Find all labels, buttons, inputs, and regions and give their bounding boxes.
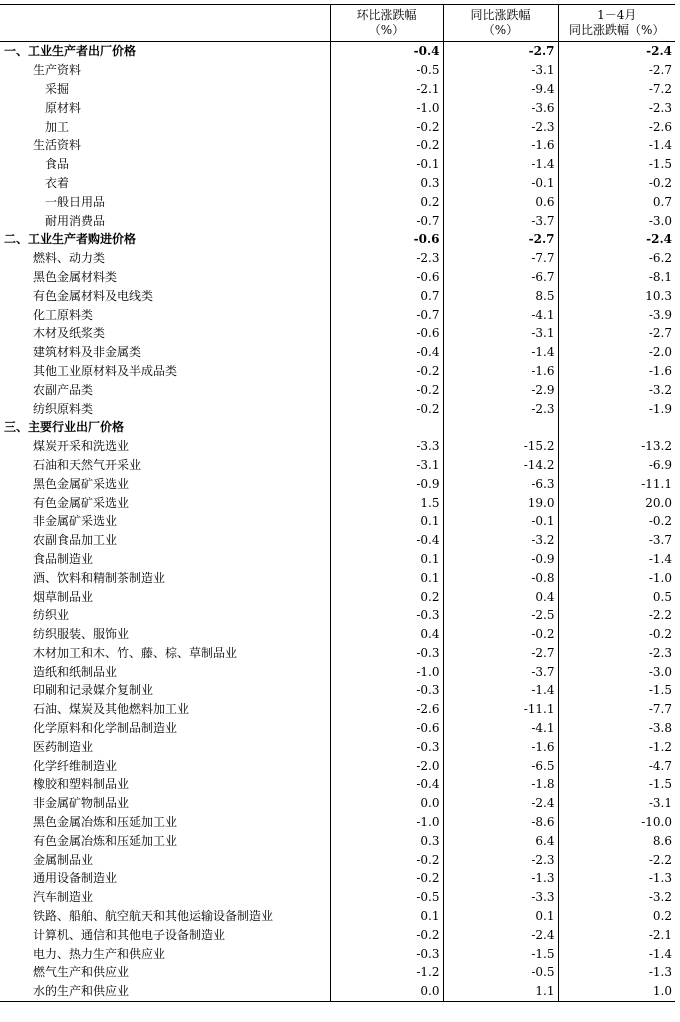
table-row: [0, 155, 675, 174]
row-ytd-value: -3.7: [558, 531, 675, 550]
row-label: 非金属矿物制品业: [33, 796, 130, 811]
row-mom-value: 0.0: [330, 982, 443, 1001]
row-label: 木材及纸浆类: [33, 326, 106, 341]
table-row: [0, 249, 675, 268]
row-ytd-value: -1.6: [558, 362, 675, 381]
row-yoy-value: -2.4: [443, 794, 558, 813]
row-yoy-value: -3.6: [443, 98, 558, 117]
row-ytd-value: 20.0: [558, 493, 675, 512]
row-label: 有色金属冶炼和压延加工业: [33, 833, 178, 848]
row-label: 二、工业生产者购进价格: [4, 232, 137, 247]
row-mom-value: -0.3: [330, 737, 443, 756]
table-row: [0, 794, 675, 813]
row-label: 造纸和纸制品业: [33, 664, 118, 679]
table-body: [0, 42, 675, 1002]
row-yoy-value: -2.3: [443, 850, 558, 869]
row-label: 燃气生产和供应业: [33, 965, 130, 980]
row-mom-value: -0.7: [330, 211, 443, 230]
row-label: 纺织业: [33, 608, 70, 623]
row-label: 食品: [45, 157, 70, 172]
row-ytd-value: 10.3: [558, 286, 675, 305]
row-yoy-value: -6.5: [443, 756, 558, 775]
table-row: [0, 775, 675, 794]
row-mom-value: -0.3: [330, 681, 443, 700]
table-row: [0, 888, 675, 907]
table-row: [0, 606, 675, 625]
table-row: [0, 550, 675, 569]
row-yoy-value: 6.4: [443, 831, 558, 850]
table-row: [0, 268, 675, 287]
row-yoy-value: -1.6: [443, 737, 558, 756]
row-yoy-value: -0.2: [443, 625, 558, 644]
row-mom-value: 0.1: [330, 550, 443, 569]
row-yoy-value: -3.1: [443, 324, 558, 343]
table-row: [0, 737, 675, 756]
row-ytd-value: -4.7: [558, 756, 675, 775]
row-label: 燃料、动力类: [33, 251, 106, 266]
row-mom-value: -0.2: [330, 925, 443, 944]
row-ytd-value: -2.4: [558, 230, 675, 249]
row-label: 非金属矿采选业: [33, 514, 118, 529]
row-ytd-value: 8.6: [558, 831, 675, 850]
row-label: 建筑材料及非金属类: [33, 345, 142, 360]
header-item: [0, 5, 330, 42]
row-ytd-value: -2.3: [558, 98, 675, 117]
row-yoy-value: -1.3: [443, 869, 558, 888]
row-label: 酒、饮料和精制茶制造业: [33, 570, 166, 585]
row-mom-value: -0.4: [330, 42, 443, 61]
row-ytd-value: -2.6: [558, 117, 675, 136]
row-yoy-value: 8.5: [443, 286, 558, 305]
table-row: [0, 944, 675, 963]
row-ytd-value: -3.0: [558, 662, 675, 681]
header-ytd: [558, 5, 675, 42]
row-mom-value: -0.6: [330, 324, 443, 343]
table-row: [0, 625, 675, 644]
row-mom-value: -0.6: [330, 230, 443, 249]
table-row: [0, 456, 675, 475]
row-label: 电力、热力生产和供应业: [33, 946, 166, 961]
table-row: [0, 963, 675, 982]
row-ytd-value: -1.2: [558, 737, 675, 756]
row-ytd-value: -11.1: [558, 474, 675, 493]
row-ytd-value: -3.0: [558, 211, 675, 230]
row-ytd-value: -1.4: [558, 944, 675, 963]
table-row: [0, 117, 675, 136]
row-label: 原材料: [45, 100, 82, 115]
row-yoy-value: -1.5: [443, 944, 558, 963]
row-label: 有色金属矿采选业: [33, 495, 130, 510]
row-ytd-value: -7.7: [558, 700, 675, 719]
row-yoy-value: -7.7: [443, 249, 558, 268]
row-label: 生活资料: [33, 138, 82, 153]
header-yoy-title: 同比涨跌幅: [470, 8, 531, 22]
row-ytd-value: -1.3: [558, 963, 675, 982]
row-yoy-value: 0.4: [443, 587, 558, 606]
row-ytd-value: -2.7: [558, 61, 675, 80]
row-label: 黑色金属矿采选业: [33, 476, 130, 491]
section-row: [0, 418, 675, 437]
row-ytd-value: -6.9: [558, 456, 675, 475]
row-ytd-value: -1.0: [558, 568, 675, 587]
row-ytd-value: -1.4: [558, 550, 675, 569]
row-mom-value: -0.9: [330, 474, 443, 493]
row-ytd-value: -0.2: [558, 174, 675, 193]
row-label: 采掘: [45, 81, 70, 96]
row-mom-value: -0.2: [330, 117, 443, 136]
table-row: [0, 982, 675, 1001]
row-mom-value: -1.0: [330, 98, 443, 117]
row-mom-value: -0.5: [330, 888, 443, 907]
table-row: [0, 512, 675, 531]
row-ytd-value: -1.4: [558, 136, 675, 155]
row-label: 通用设备制造业: [33, 871, 118, 886]
row-mom-value: -3.3: [330, 437, 443, 456]
table-row: [0, 662, 675, 681]
table-row: [0, 850, 675, 869]
row-mom-value: -1.2: [330, 963, 443, 982]
row-mom-value: -2.0: [330, 756, 443, 775]
table-row: [0, 568, 675, 587]
row-yoy-value: -11.1: [443, 700, 558, 719]
row-mom-value: -0.2: [330, 380, 443, 399]
row-mom-value: -0.6: [330, 719, 443, 738]
row-yoy-value: -2.7: [443, 644, 558, 663]
row-mom-value: -1.0: [330, 813, 443, 832]
row-yoy-value: -0.5: [443, 963, 558, 982]
row-yoy-value: 19.0: [443, 493, 558, 512]
row-mom-value: -2.1: [330, 80, 443, 99]
table-row: [0, 61, 675, 80]
row-yoy-value: -6.3: [443, 474, 558, 493]
header-ytd-title: 1－4月: [597, 8, 637, 22]
row-label: 一般日用品: [45, 194, 106, 209]
table-row: [0, 136, 675, 155]
row-ytd-value: -3.1: [558, 794, 675, 813]
row-mom-value: -0.2: [330, 850, 443, 869]
row-ytd-value: -2.7: [558, 324, 675, 343]
row-mom-value: -3.1: [330, 456, 443, 475]
row-yoy-value: -4.1: [443, 305, 558, 324]
row-yoy-value: -1.4: [443, 343, 558, 362]
row-ytd-value: -1.5: [558, 775, 675, 794]
row-yoy-value: -2.7: [443, 230, 558, 249]
row-label: 黑色金属材料类: [33, 269, 118, 284]
row-label: 铁路、船舶、航空航天和其他运输设备制造业: [33, 909, 274, 924]
table-row: [0, 869, 675, 888]
row-yoy-value: -0.8: [443, 568, 558, 587]
table-row: [0, 343, 675, 362]
table-row: [0, 211, 675, 230]
table-row: [0, 493, 675, 512]
row-mom-value: -0.7: [330, 305, 443, 324]
table-row: [0, 681, 675, 700]
row-yoy-value: -14.2: [443, 456, 558, 475]
row-label: 石油和天然气开采业: [33, 457, 142, 472]
section-row: [0, 42, 675, 61]
row-ytd-value: -6.2: [558, 249, 675, 268]
table-row: [0, 305, 675, 324]
row-mom-value: -0.4: [330, 531, 443, 550]
row-ytd-value: -0.2: [558, 625, 675, 644]
row-ytd-value: 0.5: [558, 587, 675, 606]
row-ytd-value: -1.5: [558, 155, 675, 174]
price-index-table: [0, 4, 675, 1002]
row-ytd-value: -0.2: [558, 512, 675, 531]
header-mom-title: 环比涨跌幅: [356, 8, 417, 22]
row-mom-value: 0.7: [330, 286, 443, 305]
header-ytd-unit: 同比涨跌幅（%）: [569, 23, 665, 37]
row-yoy-value: 0.6: [443, 192, 558, 211]
table-row: [0, 831, 675, 850]
row-ytd-value: -7.2: [558, 80, 675, 99]
row-ytd-value: -3.2: [558, 888, 675, 907]
row-mom-value: -0.4: [330, 775, 443, 794]
header-yoy-unit: （%）: [482, 23, 519, 37]
row-mom-value: -0.2: [330, 136, 443, 155]
row-label: 化学原料和化学制品制造业: [33, 721, 178, 736]
row-yoy-value: -1.6: [443, 362, 558, 381]
row-ytd-value: -10.0: [558, 813, 675, 832]
table-row: [0, 719, 675, 738]
row-mom-value: -0.2: [330, 399, 443, 418]
row-yoy-value: -1.4: [443, 681, 558, 700]
table-row: [0, 80, 675, 99]
row-ytd-value: -8.1: [558, 268, 675, 287]
row-mom-value: -0.6: [330, 268, 443, 287]
row-yoy-value: -2.3: [443, 117, 558, 136]
row-ytd-value: -1.9: [558, 399, 675, 418]
row-label: 煤炭开采和洗选业: [33, 439, 130, 454]
row-mom-value: -0.3: [330, 644, 443, 663]
row-label: 水的生产和供应业: [33, 984, 130, 999]
row-mom-value: -1.0: [330, 662, 443, 681]
row-ytd-value: -1.5: [558, 681, 675, 700]
table-row: [0, 587, 675, 606]
row-mom-value: -0.2: [330, 869, 443, 888]
table-row: [0, 174, 675, 193]
row-label: 计算机、通信和其他电子设备制造业: [33, 927, 226, 942]
table-row: [0, 192, 675, 211]
row-label: 化学纤维制造业: [33, 758, 118, 773]
row-label: 农副食品加工业: [33, 533, 118, 548]
row-label: 橡胶和塑料制品业: [33, 777, 130, 792]
row-yoy-value: -2.4: [443, 925, 558, 944]
table-header-row: [0, 5, 675, 42]
row-yoy-value: 0.1: [443, 907, 558, 926]
row-mom-value: -0.1: [330, 155, 443, 174]
row-ytd-value: -2.4: [558, 42, 675, 61]
row-mom-value: -0.5: [330, 61, 443, 80]
row-label: 三、主要行业出厂价格: [4, 420, 125, 435]
row-yoy-value: -0.1: [443, 174, 558, 193]
row-yoy-value: -1.6: [443, 136, 558, 155]
row-mom-value: 0.1: [330, 512, 443, 531]
header-yoy: [443, 5, 558, 42]
table-row: [0, 437, 675, 456]
row-ytd-value: -13.2: [558, 437, 675, 456]
row-mom-value: -2.6: [330, 700, 443, 719]
table-row: [0, 925, 675, 944]
row-ytd-value: -2.1: [558, 925, 675, 944]
row-label: 农副产品类: [33, 382, 94, 397]
row-label: 其他工业原材料及半成品类: [33, 363, 178, 378]
row-label: 有色金属材料及电线类: [33, 288, 154, 303]
row-label: 生产资料: [33, 63, 82, 78]
row-yoy-value: -3.1: [443, 61, 558, 80]
row-yoy-value: -15.2: [443, 437, 558, 456]
row-mom-value: 0.4: [330, 625, 443, 644]
table-row: [0, 756, 675, 775]
row-yoy-value: -4.1: [443, 719, 558, 738]
row-label: 医药制造业: [33, 739, 94, 754]
row-yoy-value: -9.4: [443, 80, 558, 99]
row-label: 化工原料类: [33, 307, 94, 322]
row-yoy-value: -1.8: [443, 775, 558, 794]
row-ytd-value: 1.0: [558, 982, 675, 1001]
row-mom-value: 0.2: [330, 587, 443, 606]
row-ytd-value: -3.2: [558, 380, 675, 399]
row-label: 木材加工和木、竹、藤、棕、草制品业: [33, 645, 238, 660]
row-mom-value: 0.1: [330, 907, 443, 926]
row-mom-value: 1.5: [330, 493, 443, 512]
row-mom-value: [330, 418, 443, 437]
row-yoy-value: 1.1: [443, 982, 558, 1001]
row-mom-value: -0.4: [330, 343, 443, 362]
row-mom-value: 0.3: [330, 831, 443, 850]
table-row: [0, 813, 675, 832]
row-yoy-value: -3.7: [443, 662, 558, 681]
row-label: 黑色金属冶炼和压延加工业: [33, 815, 178, 830]
row-ytd-value: [558, 418, 675, 437]
row-ytd-value: -3.9: [558, 305, 675, 324]
row-ytd-value: -2.2: [558, 850, 675, 869]
row-yoy-value: -0.1: [443, 512, 558, 531]
table-row: [0, 380, 675, 399]
row-label: 金属制品业: [33, 852, 94, 867]
row-label: 耐用消费品: [45, 213, 106, 228]
table-row: [0, 531, 675, 550]
row-ytd-value: -3.8: [558, 719, 675, 738]
row-yoy-value: [443, 418, 558, 437]
row-yoy-value: -6.7: [443, 268, 558, 287]
row-ytd-value: -2.0: [558, 343, 675, 362]
row-yoy-value: -1.4: [443, 155, 558, 174]
row-label: 印刷和记录媒介复制业: [33, 683, 154, 698]
row-ytd-value: -1.3: [558, 869, 675, 888]
table-row: [0, 286, 675, 305]
row-label: 纺织原料类: [33, 401, 94, 416]
row-yoy-value: -2.3: [443, 399, 558, 418]
row-label: 食品制造业: [33, 551, 94, 566]
row-yoy-value: -8.6: [443, 813, 558, 832]
row-label: 汽车制造业: [33, 890, 94, 905]
header-mom-unit: （%）: [368, 23, 405, 37]
row-mom-value: -0.3: [330, 606, 443, 625]
row-yoy-value: -2.9: [443, 380, 558, 399]
row-mom-value: -0.3: [330, 944, 443, 963]
table-row: [0, 98, 675, 117]
row-label: 烟草制品业: [33, 589, 94, 604]
row-label: 衣着: [45, 175, 70, 190]
row-label: 加工: [45, 119, 70, 134]
row-yoy-value: -3.7: [443, 211, 558, 230]
row-yoy-value: -2.7: [443, 42, 558, 61]
section-row: [0, 230, 675, 249]
row-ytd-value: 0.7: [558, 192, 675, 211]
row-yoy-value: -3.3: [443, 888, 558, 907]
row-label: 一、工业生产者出厂价格: [4, 44, 137, 59]
row-label: 纺织服装、服饰业: [33, 627, 130, 642]
row-mom-value: 0.1: [330, 568, 443, 587]
table-row: [0, 324, 675, 343]
table-row: [0, 700, 675, 719]
row-yoy-value: -3.2: [443, 531, 558, 550]
table-row: [0, 399, 675, 418]
row-mom-value: -0.2: [330, 362, 443, 381]
table-row: [0, 644, 675, 663]
row-mom-value: 0.3: [330, 174, 443, 193]
table-row: [0, 362, 675, 381]
row-ytd-value: -2.3: [558, 644, 675, 663]
row-mom-value: 0.2: [330, 192, 443, 211]
row-yoy-value: -2.5: [443, 606, 558, 625]
row-mom-value: -2.3: [330, 249, 443, 268]
row-ytd-value: -2.2: [558, 606, 675, 625]
table-row: [0, 474, 675, 493]
row-mom-value: 0.0: [330, 794, 443, 813]
row-ytd-value: 0.2: [558, 907, 675, 926]
header-mom: [330, 5, 443, 42]
row-yoy-value: -0.9: [443, 550, 558, 569]
table-row: [0, 907, 675, 926]
row-label: 石油、煤炭及其他燃料加工业: [33, 702, 190, 717]
